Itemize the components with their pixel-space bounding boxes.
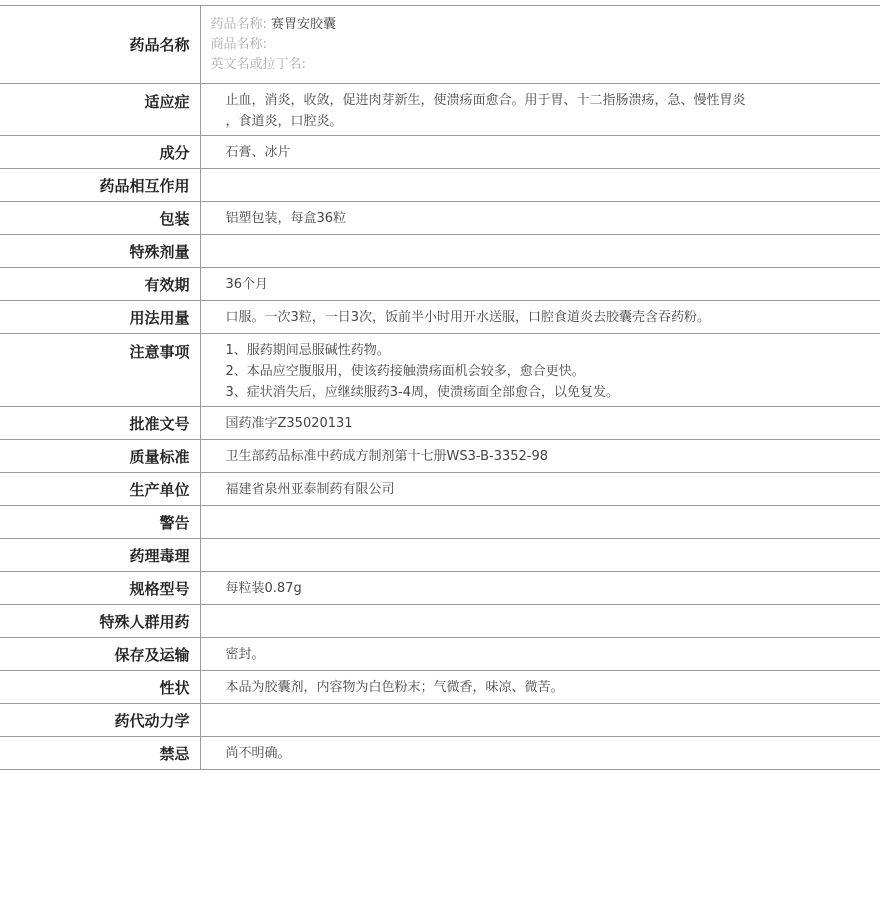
- value-interactions: [200, 169, 880, 202]
- row-pharmacokinetics: [0, 704, 880, 737]
- label-interactions: 药品相互作用: [0, 169, 200, 202]
- value-approval: 国药准字Z35020131: [200, 407, 880, 440]
- row-manufacturer: [0, 473, 880, 506]
- row-standard: [0, 440, 880, 473]
- value-storage: 密封。: [200, 638, 880, 671]
- latin-name-key: 英文名或拉丁名:: [210, 56, 306, 72]
- trade-name-key: 商品名称:: [210, 36, 267, 52]
- label-standard: 质量标准: [0, 440, 200, 473]
- value-precautions: [200, 334, 880, 407]
- value-warning: [200, 506, 880, 539]
- indication-line-1: 止血，消炎，收敛，促进肉芽新生，使溃疡面愈合。用于胃、十二指肠溃疡，急、慢性胃炎: [225, 93, 746, 108]
- row-packaging: [0, 202, 880, 235]
- label-approval: 批准文号: [0, 407, 200, 440]
- label-special-groups: 特殊人群用药: [0, 605, 200, 638]
- value-pharmacokinetics: [200, 704, 880, 737]
- row-ingredients: [0, 136, 880, 169]
- value-indication: [200, 84, 880, 136]
- row-contraindications: [0, 737, 880, 770]
- value-standard: 卫生部药品标准中药成方制剂第十七册WS3-B-3352-98: [200, 440, 880, 473]
- drug-info-table: [0, 5, 880, 770]
- value-expiry: 36个月: [200, 268, 880, 301]
- row-spec: [0, 572, 880, 605]
- row-approval: [0, 407, 880, 440]
- row-appearance: [0, 671, 880, 704]
- precaution-item: 2、本品应空腹服用，使该药接触溃疡面机会较多，愈合更快。: [225, 364, 585, 379]
- label-usage: 用法用量: [0, 301, 200, 334]
- value-packaging: 铝塑包装，每盒36粒: [200, 202, 880, 235]
- label-spec: 规格型号: [0, 572, 200, 605]
- label-special-dosage: 特殊剂量: [0, 235, 200, 268]
- label-precautions: 注意事项: [0, 334, 200, 407]
- row-precautions: [0, 334, 880, 407]
- row-drug-name: [0, 6, 880, 84]
- value-special-dosage: [200, 235, 880, 268]
- label-storage: 保存及运输: [0, 638, 200, 671]
- value-appearance: 本品为胶囊剂，内容物为白色粉末；气微香，味凉、微苦。: [200, 671, 880, 704]
- value-special-groups: [200, 605, 880, 638]
- value-drug-name: [200, 6, 880, 84]
- label-toxicology: 药理毒理: [0, 539, 200, 572]
- label-warning: 警告: [0, 506, 200, 539]
- generic-name-key: 药品名称:: [210, 16, 267, 32]
- generic-name-value: 赛胃安胶囊: [271, 16, 337, 32]
- row-warning: [0, 506, 880, 539]
- indication-line-2: ，食道炎，口腔炎。: [225, 114, 343, 129]
- row-special-groups: [0, 605, 880, 638]
- precaution-item: 3、症状消失后，应继续服药3-4周，使溃疡面全部愈合，以免复发。: [225, 385, 620, 400]
- label-indication: 适应症: [0, 84, 200, 136]
- label-manufacturer: 生产单位: [0, 473, 200, 506]
- label-appearance: 性状: [0, 671, 200, 704]
- row-usage: [0, 301, 880, 334]
- value-contraindications: 尚不明确。: [200, 737, 880, 770]
- label-packaging: 包装: [0, 202, 200, 235]
- label-expiry: 有效期: [0, 268, 200, 301]
- row-special-dosage: [0, 235, 880, 268]
- label-ingredients: 成分: [0, 136, 200, 169]
- row-indication: [0, 84, 880, 136]
- value-spec: 每粒装0.87g: [200, 572, 880, 605]
- row-toxicology: [0, 539, 880, 572]
- label-pharmacokinetics: 药代动力学: [0, 704, 200, 737]
- precaution-item: 1、服药期间忌服碱性药物。: [225, 343, 390, 358]
- value-manufacturer: 福建省泉州亚泰制药有限公司: [200, 473, 880, 506]
- value-usage: 口服。一次3粒，一日3次，饭前半小时用开水送服，口腔食道炎去胶囊壳含吞药粉。: [200, 301, 880, 334]
- label-contraindications: 禁忌: [0, 737, 200, 770]
- value-ingredients: 石膏、冰片: [200, 136, 880, 169]
- row-storage: [0, 638, 880, 671]
- label-drug-name: 药品名称: [0, 6, 200, 84]
- row-interactions: [0, 169, 880, 202]
- value-toxicology: [200, 539, 880, 572]
- row-expiry: [0, 268, 880, 301]
